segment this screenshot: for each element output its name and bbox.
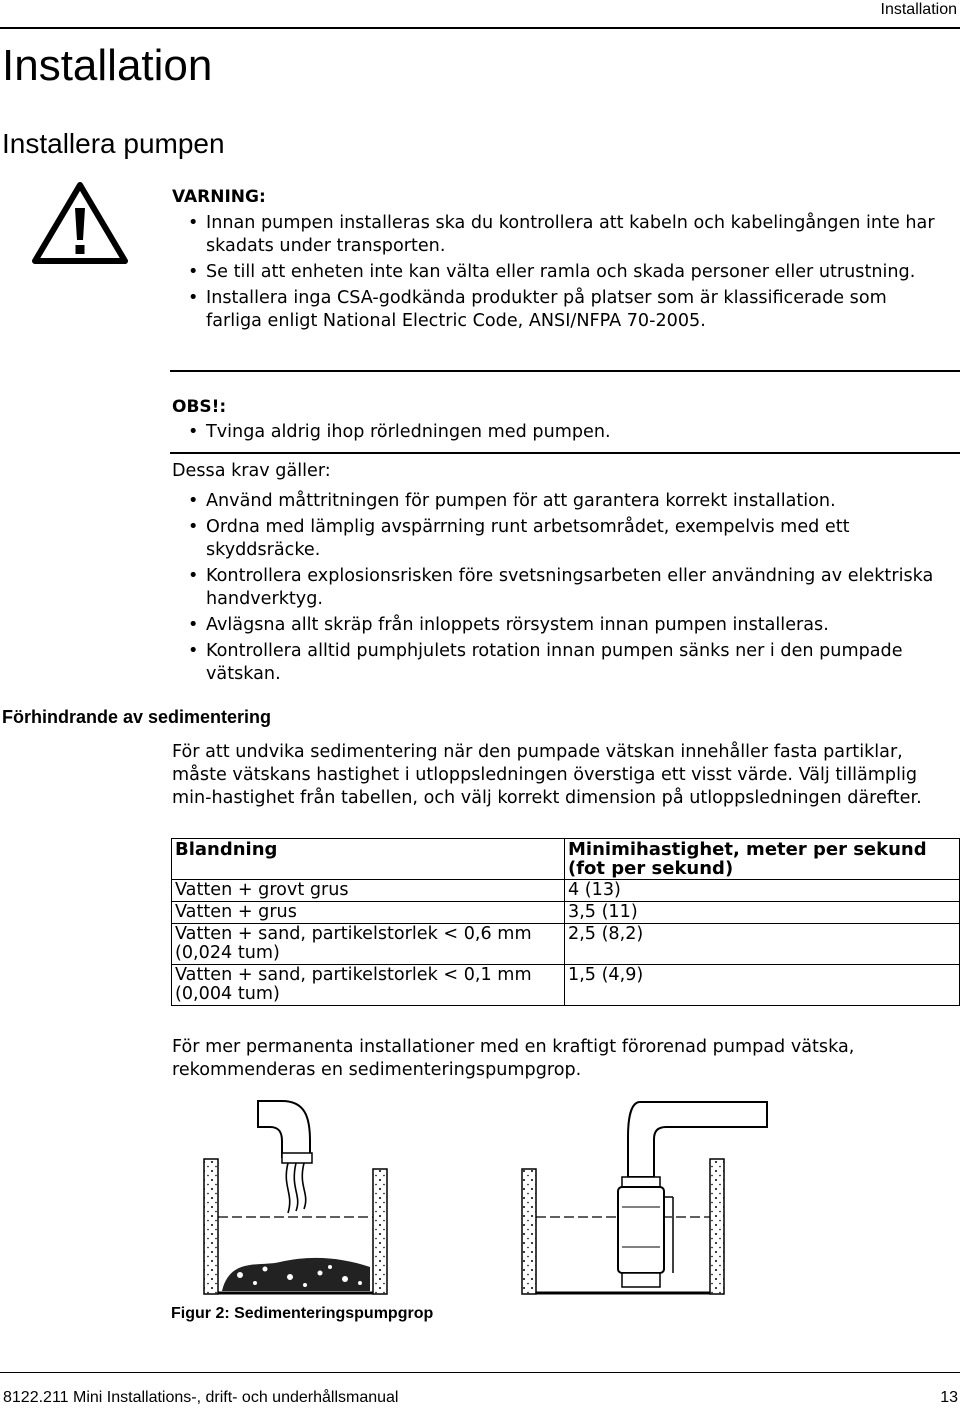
sedimentation-pit-figure: [170, 1097, 770, 1297]
note-label: OBS!:: [172, 397, 227, 417]
footer-divider: [0, 1372, 960, 1373]
list-item: • Se till att enheten inte kan välta eller ramla och skada personer eller utrustning.: [172, 261, 942, 284]
section-title: Installera pumpen: [2, 128, 225, 159]
table-cell: Vatten + grus: [172, 902, 565, 924]
velocity-table: [171, 838, 960, 1006]
page-title: Installation: [2, 41, 213, 90]
footer-manual-title: 8122.211 Mini Installations-, drift- och underhållsmanual: [3, 1389, 399, 1406]
page-number: 13: [940, 1389, 958, 1406]
list-item: • Ordna med lämplig avspärrning runt arbetsområdet, exempelvis med ett skyddsräcke.: [172, 516, 942, 562]
list-item: • Innan pumpen installeras ska du kontrollera att kabeln och kabelingången inte har skadats under transporten.: [172, 212, 942, 258]
table-header-cell: Minimihastighet, meter per sekund (fot per sekund): [565, 839, 960, 880]
list-item: • Använd måttritningen för pumpen för att garantera korrekt installation.: [172, 490, 942, 513]
list-item: • Kontrollera explosionsrisken före svetsningsarbeten eller användning av elektriska handverktyg.: [172, 565, 942, 611]
warning-triangle-icon: [32, 182, 128, 264]
warning-list: [172, 212, 942, 333]
table-cell: 4 (13): [565, 880, 960, 902]
list-item: • Installera inga CSA-godkända produkter på platser som är klassificerade som farliga enligt National Electric Code, ANSI/NFPA 70-2005.: [172, 287, 942, 333]
divider: [170, 452, 960, 454]
after-table-text: För mer permanenta installationer med en kraftigt förorenad pumpad vätska, rekommenderas en sedimenteringspumpgrop.: [172, 1037, 855, 1080]
table-cell: 1,5 (4,9): [565, 965, 960, 1006]
table-cell: Vatten + sand, partikelstorlek < 0,1 mm (0,004 tum): [172, 965, 565, 1006]
table-cell: 2,5 (8,2): [565, 924, 960, 965]
table-header-row: [172, 839, 960, 880]
requirements-intro: Dessa krav gäller:: [172, 461, 331, 481]
table-row: [172, 965, 960, 1006]
sedimentation-paragraph: För att undvika sedimentering när den pumpade vätskan innehåller fasta partiklar, måste vätskans hastighet i utloppsledningen överstiga ett visst värde. Välj tillämplig min-hastighet från tabellen, och välj korrekt dimension på utloppsledningen därefter.: [172, 742, 922, 808]
list-item: • Kontrollera alltid pumphjulets rotation innan pumpen sänks ner i den pumpade vätskan.: [172, 640, 942, 686]
figure-caption: Figur 2: Sedimenteringspumpgrop: [171, 1305, 434, 1322]
divider: [170, 370, 960, 372]
list-item: • Avlägsna allt skräp från inloppets rörsystem innan pumpen installeras.: [172, 614, 942, 637]
table-cell: Vatten + grovt grus: [172, 880, 565, 902]
requirements-list: [172, 490, 942, 686]
warning-label: VARNING:: [172, 187, 266, 207]
list-item: • Tvinga aldrig ihop rörledningen med pumpen.: [172, 421, 942, 444]
table-row: [172, 924, 960, 965]
sedimentation-heading: Förhindrande av sedimentering: [2, 707, 272, 727]
table-row: [172, 880, 960, 902]
table-cell: Vatten + sand, partikelstorlek < 0,6 mm (0,024 tum): [172, 924, 565, 965]
header-section-label: Installation: [880, 1, 957, 18]
table-header-cell: Blandning: [172, 839, 565, 880]
header-divider: [0, 27, 960, 29]
note-list: [172, 421, 942, 444]
table-cell: 3,5 (11): [565, 902, 960, 924]
table-row: [172, 902, 960, 924]
